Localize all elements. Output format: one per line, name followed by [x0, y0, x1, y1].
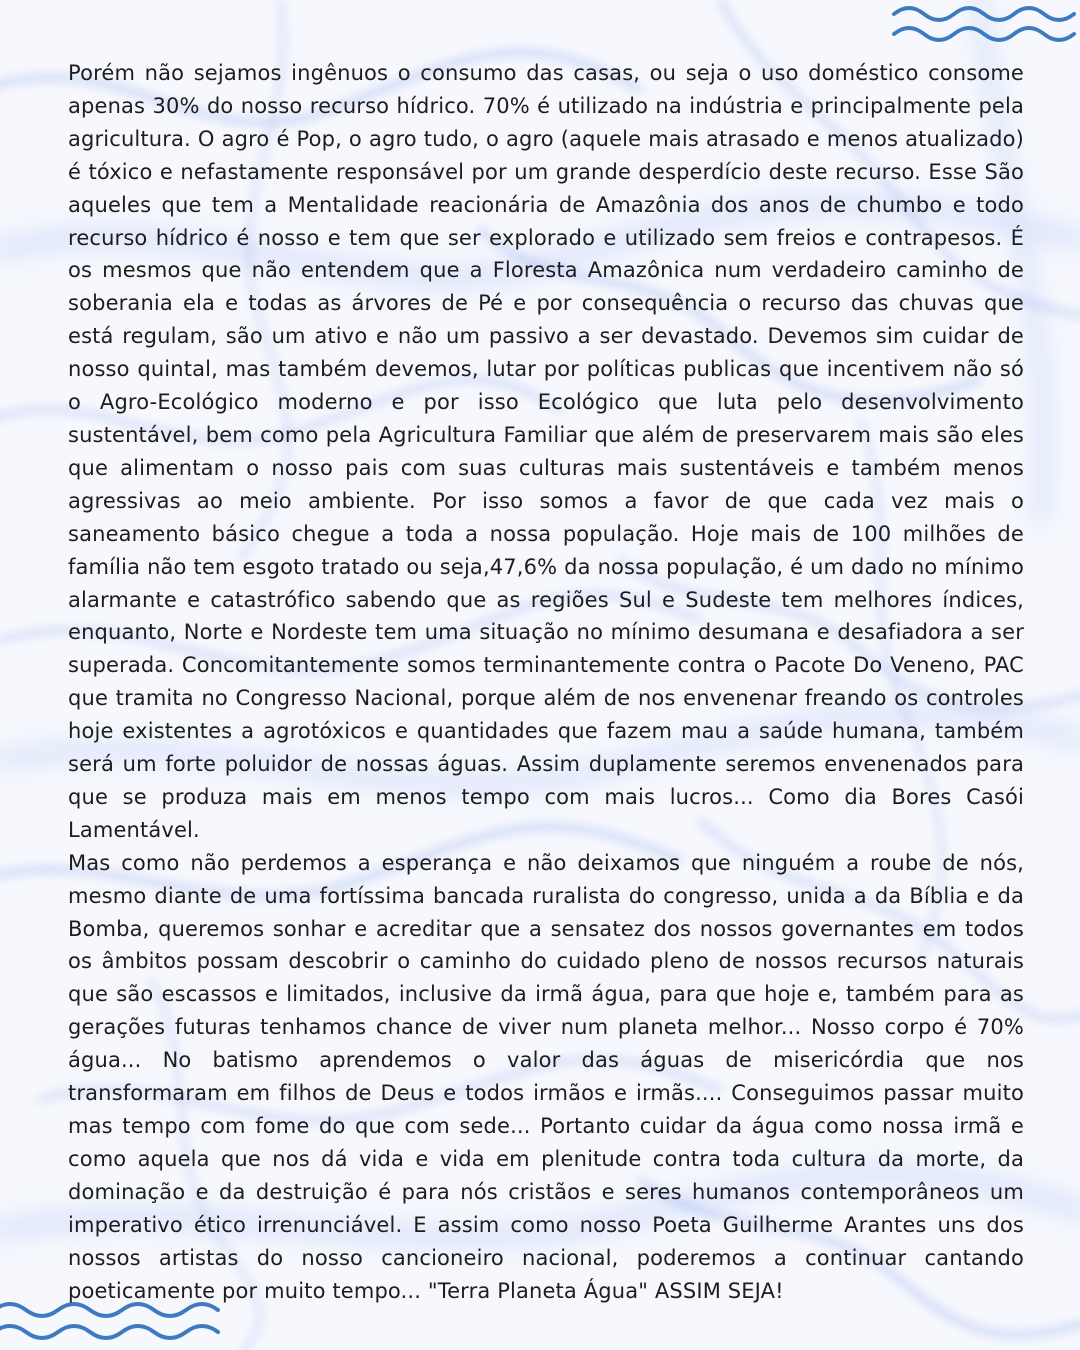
paragraph: Mas como não perdemos a esperança e não deixamos que ninguém a roube de nós, mesmo diante de uma fortíssima bancada ruralista do congresso, unida a da Bíblia e da Bomba, queremos sonhar e acreditar que a sensatez dos nossos governantes em todos os âmbitos possam descobrir o caminho do cuidado pleno de nossos recursos naturais que são escassos e limitados, inclusive da irmã água, para que hoje e, também para as gerações futuras tenhamos chance de viver num planeta melhor... Nosso corpo é 70% água... No batismo aprendemos o valor das águas de misericórdia que nos transformaram em filhos de Deus e todos irmãos e irmãs.... Conseguimos passar muito mas tempo com fome do que com sede... Portanto cuidar da água como nossa irmã e como aquela que nos dá vida e vida em plenitude contra toda cultura da morte, da dominação e da destruição é para nós cristãos e seres humanos contemporâneos um imperativo ético irrenunciável. E assim como nosso Poeta Guilherme Arantes uns dos nossos artistas do nosso cancioneiro nacional, poderemos a continuar cantando poeticamente por muito tempo... "Terra Planeta Água" ASSIM SEJA!: [68, 850, 1024, 1303]
paragraph: Porém não sejamos ingênuos o consumo das casas, ou seja o uso doméstico consome apenas 30% do nosso recurso hídrico. 70% é utilizado na indústria e principalmente pela agricultura. O agro é Pop, o agro tudo, o agro (aquele mais atrasado e menos atualizado) é tóxico e nefastamente responsável por um grande desperdício deste recurso. Esse São aqueles que tem a Mentalidade reacionária de Amazônia dos anos de chumbo e todo recurso hídrico é nosso e tem que ser explorado e utilizado sem freios e contrapesos. É os mesmos que não entendem que a Floresta Amazônica num verdadeiro caminho de soberania ela e todas as árvores de Pé e por consequência o recurso das chuvas que está regulam, são um ativo e não um passivo a ser devastado. Devemos sim cuidar de nosso quintal, mas também devemos, lutar por políticas publicas que incentivem não só o Agro-Ecológico moderno e por isso Ecológico que luta pelo desenvolvimento sustentável, bem como pela Agricultura Familiar que além de preservarem mais são eles que alimentam o nosso pais com suas culturas mais sustentáveis e também menos agressivas ao meio ambiente. Por isso somos a favor de que cada vez mais o saneamento básico chegue a toda a nossa população. Hoje mais de 100 milhões de família não tem esgoto tratado ou seja,47,6% da nossa população, é um dado no mínimo alarmante e catastrófico sabendo que as regiões Sul e Sudeste tem melhores índices, enquanto, Norte e Nordeste tem uma situação no mínimo desumana e desafiadora a ser superada. Concomitantemente somos terminantemente contra o Pacote Do Veneno, PAC que tramita no Congresso Nacional, porque além de nos envenenar freando os controles hoje existentes a agrotóxicos e quantidades que fazem mau a saúde humana, também será um forte poluidor de nossas águas. Assim duplamente seremos envenenados para que se produza mais em menos tempo com mais lucros... Como dia Bores Casói Lamentável.: [68, 61, 1024, 842]
wave-lines-icon: [890, 0, 1080, 50]
article-body: [68, 57, 1024, 1307]
